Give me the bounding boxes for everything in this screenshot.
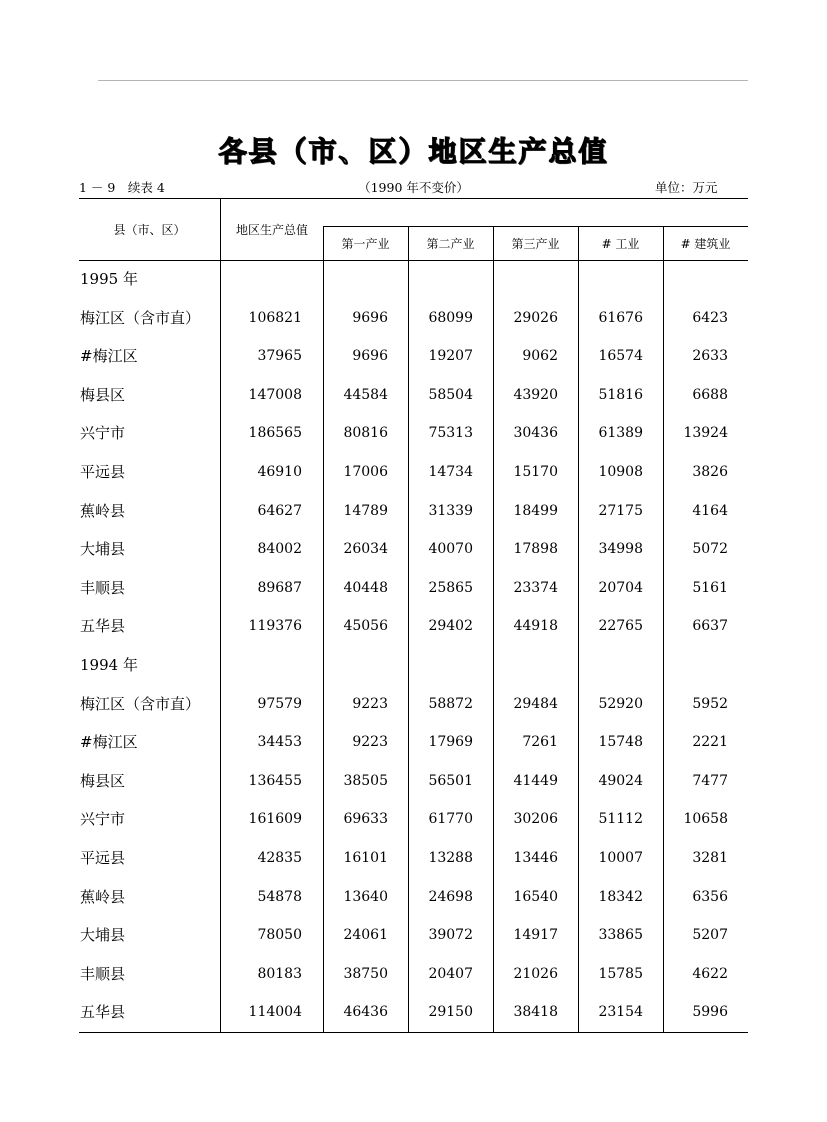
header-construction: # 建筑业 bbox=[680, 237, 731, 251]
gdp-table bbox=[79, 198, 748, 1033]
row-cell: 13640 bbox=[343, 888, 388, 905]
header-tertiary: 第三产业 bbox=[511, 237, 560, 251]
row-cell: 9696 bbox=[352, 309, 388, 326]
row-name: 梅县区 bbox=[80, 385, 126, 404]
row-cell: 49024 bbox=[598, 772, 643, 789]
row-cell: 64627 bbox=[257, 502, 302, 519]
row-cell: 43920 bbox=[513, 386, 558, 403]
table-row bbox=[79, 607, 748, 645]
row-name: 丰顺县 bbox=[80, 578, 126, 597]
row-cell: 27175 bbox=[598, 502, 643, 519]
row-name: 蕉岭县 bbox=[80, 887, 126, 906]
price-basis: （1990 年不变价） bbox=[358, 180, 469, 195]
row-cell: 5996 bbox=[692, 1004, 728, 1021]
row-name: 梅江区（含市直） bbox=[80, 308, 201, 327]
table-row bbox=[79, 492, 748, 530]
row-name: #梅江区 bbox=[80, 733, 138, 752]
row-cell: 10908 bbox=[598, 464, 643, 480]
row-cell: 75313 bbox=[428, 425, 473, 442]
row-cell: 2633 bbox=[692, 348, 728, 365]
row-cell: 5161 bbox=[692, 579, 728, 596]
header-gdp: 地区生产总值 bbox=[235, 223, 308, 237]
row-cell: 40448 bbox=[343, 579, 388, 596]
row-cell: 29484 bbox=[513, 695, 558, 712]
row-cell: 44918 bbox=[513, 618, 558, 635]
table-row bbox=[79, 646, 748, 684]
row-cell: 34453 bbox=[257, 734, 302, 751]
row-cell: 6637 bbox=[692, 618, 728, 635]
row-cell: 58872 bbox=[428, 695, 473, 712]
header-industry: # 工业 bbox=[601, 237, 640, 251]
row-cell: 24698 bbox=[428, 888, 473, 905]
row-cell: 15748 bbox=[598, 734, 643, 751]
row-cell: 14734 bbox=[428, 464, 473, 480]
unit-label: 单位：万元 bbox=[655, 180, 718, 195]
table-row bbox=[79, 337, 748, 375]
row-cell: 9223 bbox=[352, 695, 388, 712]
row-cell: 3826 bbox=[692, 464, 728, 480]
row-cell: 38418 bbox=[513, 1004, 558, 1021]
row-cell: 4164 bbox=[692, 502, 728, 519]
row-cell: 136455 bbox=[248, 772, 302, 789]
row-cell: 89687 bbox=[257, 579, 302, 596]
row-cell: 51816 bbox=[598, 386, 643, 403]
row-cell: 7261 bbox=[522, 734, 558, 751]
row-name: 蕉岭县 bbox=[80, 501, 126, 520]
row-cell: 46910 bbox=[257, 464, 302, 480]
row-cell: 80816 bbox=[343, 425, 388, 442]
row-cell: 34998 bbox=[598, 541, 643, 558]
row-cell: 23154 bbox=[598, 1004, 643, 1021]
row-cell: 18342 bbox=[598, 888, 643, 905]
row-cell: 39072 bbox=[428, 927, 473, 944]
table-row bbox=[79, 530, 748, 568]
row-name: 1995 年 bbox=[80, 270, 138, 288]
table-row bbox=[79, 878, 748, 916]
header-rule bbox=[98, 80, 748, 81]
row-cell: 2221 bbox=[692, 734, 728, 751]
row-cell: 61770 bbox=[428, 811, 473, 828]
row-cell: 22765 bbox=[598, 618, 643, 635]
row-cell: 114004 bbox=[248, 1004, 302, 1021]
table-row bbox=[79, 916, 748, 954]
row-cell: 16101 bbox=[343, 850, 388, 866]
row-name: 兴宁市 bbox=[80, 810, 126, 829]
row-name: #梅江区 bbox=[80, 347, 138, 366]
row-name: 大埔县 bbox=[80, 540, 126, 559]
row-name: 1994 年 bbox=[80, 656, 138, 674]
row-cell: 25865 bbox=[428, 579, 473, 596]
row-cell: 45056 bbox=[343, 618, 388, 635]
page-title: 各县（市、区）地区生产总值 bbox=[218, 135, 609, 168]
row-cell: 20704 bbox=[598, 579, 643, 596]
row-cell: 44584 bbox=[343, 386, 388, 403]
header-primary: 第一产业 bbox=[341, 237, 390, 251]
row-cell: 15785 bbox=[598, 965, 643, 982]
row-cell: 37965 bbox=[257, 348, 302, 365]
row-cell: 33865 bbox=[598, 927, 643, 944]
row-name: 兴宁市 bbox=[80, 424, 126, 443]
row-cell: 5072 bbox=[692, 541, 728, 558]
table-row bbox=[79, 723, 748, 761]
row-cell: 80183 bbox=[257, 965, 302, 982]
row-cell: 24061 bbox=[343, 927, 388, 944]
row-name: 五华县 bbox=[80, 1003, 126, 1022]
row-cell: 69633 bbox=[343, 811, 388, 828]
row-cell: 38750 bbox=[343, 965, 388, 982]
row-cell: 4622 bbox=[692, 965, 728, 982]
row-cell: 17898 bbox=[513, 541, 558, 558]
table-row bbox=[79, 685, 748, 723]
row-cell: 78050 bbox=[257, 927, 302, 944]
row-cell: 20407 bbox=[428, 965, 473, 982]
row-cell: 5207 bbox=[692, 927, 728, 944]
row-cell: 106821 bbox=[248, 309, 302, 326]
row-cell: 18499 bbox=[513, 502, 558, 519]
row-cell: 9062 bbox=[522, 348, 558, 365]
row-name: 平远县 bbox=[80, 849, 126, 867]
row-cell: 16574 bbox=[598, 348, 643, 365]
row-cell: 10658 bbox=[683, 811, 728, 828]
row-cell: 26034 bbox=[343, 541, 388, 558]
table-row bbox=[79, 569, 748, 607]
row-cell: 56501 bbox=[428, 772, 473, 789]
row-cell: 29150 bbox=[428, 1004, 473, 1021]
table-number: 1 － 9 续表 4 bbox=[79, 180, 165, 195]
row-name: 大埔县 bbox=[80, 926, 126, 945]
row-cell: 9696 bbox=[352, 348, 388, 365]
row-cell: 58504 bbox=[428, 386, 473, 403]
row-cell: 186565 bbox=[248, 425, 302, 442]
row-cell: 19207 bbox=[428, 348, 473, 365]
header-county: 县（市、区） bbox=[113, 223, 186, 237]
row-name: 梅江区（含市直） bbox=[80, 694, 201, 713]
row-cell: 6423 bbox=[692, 309, 728, 326]
row-cell: 52920 bbox=[598, 695, 643, 712]
row-cell: 61676 bbox=[598, 309, 643, 326]
row-cell: 14917 bbox=[513, 927, 558, 944]
row-cell: 6356 bbox=[692, 888, 728, 905]
row-cell: 147008 bbox=[248, 386, 302, 403]
table-bottom-rule bbox=[79, 1032, 748, 1033]
row-cell: 84002 bbox=[257, 541, 302, 558]
row-cell: 17006 bbox=[343, 464, 388, 480]
table-row bbox=[79, 299, 748, 337]
row-cell: 38505 bbox=[343, 772, 388, 789]
row-cell: 68099 bbox=[428, 309, 473, 326]
row-cell: 21026 bbox=[513, 965, 558, 982]
row-cell: 17969 bbox=[428, 734, 473, 751]
row-cell: 161609 bbox=[248, 811, 302, 828]
row-name: 梅县区 bbox=[80, 771, 126, 790]
row-cell: 13924 bbox=[683, 425, 728, 442]
row-cell: 54878 bbox=[257, 888, 302, 905]
table-row bbox=[79, 762, 748, 800]
table-row bbox=[79, 955, 748, 993]
table-row bbox=[79, 260, 748, 298]
row-cell: 6688 bbox=[692, 386, 728, 403]
table-top-rule bbox=[79, 198, 748, 199]
row-cell: 7477 bbox=[692, 772, 728, 789]
table-row bbox=[79, 453, 748, 491]
row-cell: 10007 bbox=[598, 850, 643, 866]
row-cell: 9223 bbox=[352, 734, 388, 751]
row-cell: 119376 bbox=[248, 618, 302, 635]
table-row bbox=[79, 414, 748, 452]
row-cell: 42835 bbox=[257, 850, 302, 866]
row-cell: 13446 bbox=[513, 850, 558, 866]
header-secondary: 第二产业 bbox=[426, 237, 475, 251]
row-cell: 30206 bbox=[513, 811, 558, 828]
row-name: 丰顺县 bbox=[80, 964, 126, 983]
row-cell: 23374 bbox=[513, 579, 558, 596]
row-cell: 14789 bbox=[343, 502, 388, 519]
row-cell: 51112 bbox=[598, 811, 643, 828]
row-cell: 40070 bbox=[428, 541, 473, 558]
row-cell: 29026 bbox=[513, 309, 558, 326]
row-cell: 5952 bbox=[692, 695, 728, 712]
row-name: 五华县 bbox=[80, 617, 126, 636]
row-cell: 29402 bbox=[428, 618, 473, 635]
row-cell: 16540 bbox=[513, 888, 558, 905]
row-cell: 3281 bbox=[692, 850, 728, 866]
row-name: 平远县 bbox=[80, 463, 126, 481]
table-row bbox=[79, 839, 748, 877]
row-cell: 31339 bbox=[428, 502, 473, 519]
row-cell: 13288 bbox=[428, 850, 473, 866]
row-cell: 41449 bbox=[513, 772, 558, 789]
row-cell: 15170 bbox=[513, 464, 558, 480]
row-cell: 30436 bbox=[513, 425, 558, 442]
subheader-rule bbox=[323, 226, 748, 227]
table-row bbox=[79, 800, 748, 838]
row-cell: 46436 bbox=[343, 1004, 388, 1021]
row-cell: 97579 bbox=[257, 695, 302, 712]
row-cell: 61389 bbox=[598, 425, 643, 442]
table-row bbox=[79, 993, 748, 1031]
table-row bbox=[79, 376, 748, 414]
